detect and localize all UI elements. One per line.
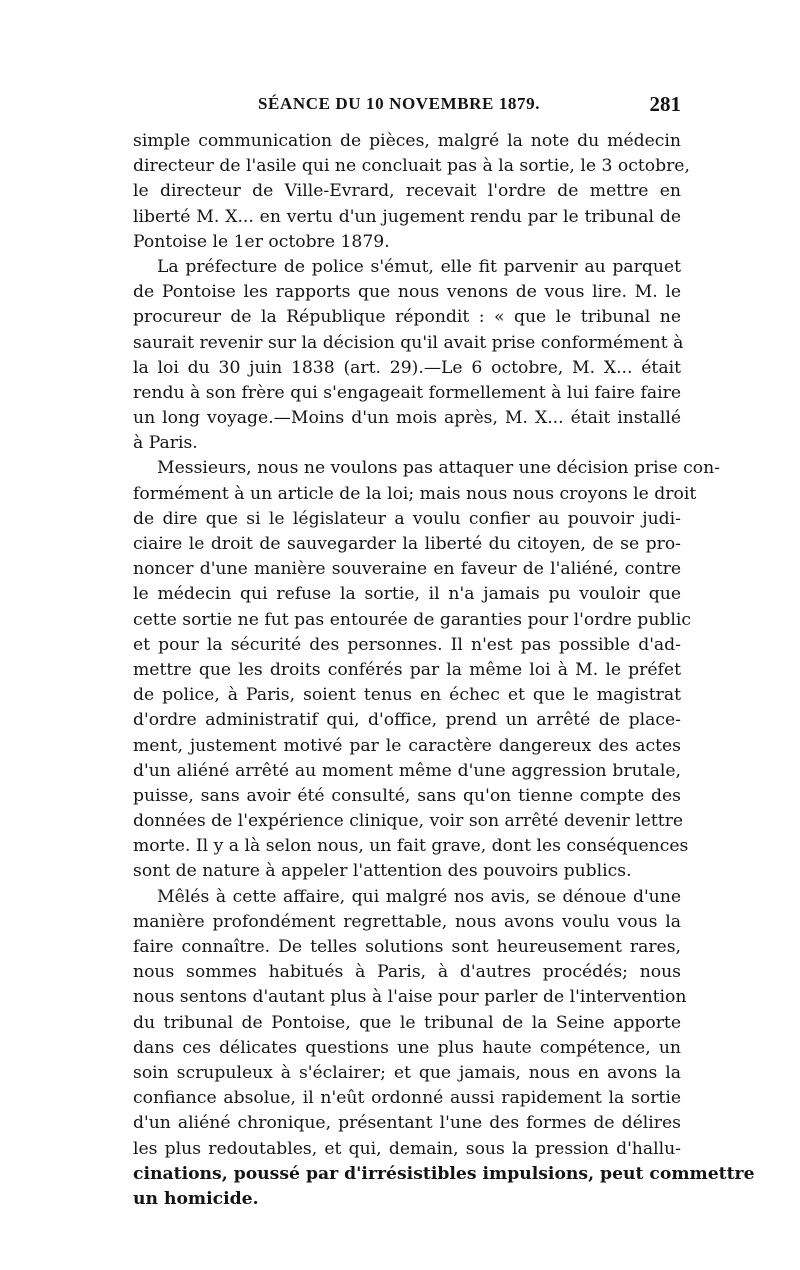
text-line: à Paris. bbox=[133, 433, 198, 454]
text-line: données de l'expérience clinique, voir son arrêté devenir lettre bbox=[133, 811, 684, 832]
text-line: ciaire le droit de sauvegarder la liberté du citoyen, de se pro- bbox=[133, 534, 681, 554]
text-line: d'un aliéné arrêté au moment même d'une aggression brutale, bbox=[133, 760, 681, 781]
text-line: simple communication de pièces, malgré la note du médecin bbox=[133, 131, 681, 151]
text-line: Messieurs, nous ne voulons pas attaquer une décision prise con- bbox=[157, 458, 720, 479]
text-line: de Pontoise les rapports que nous venons de vous lire. M. le bbox=[133, 282, 681, 303]
text-line: d'ordre administratif qui, d'office, prend un arrêté de place- bbox=[133, 710, 681, 731]
text-line: la loi du 30 juin 1838 (art. 29).—Le 6 octobre, M. X... était bbox=[133, 357, 681, 378]
text-line: noncer d'une manière souveraine en faveur de l'aliéné, contre bbox=[133, 559, 681, 580]
text-line: morte. Il y a là selon nous, un fait grave, dont les conséquences bbox=[133, 836, 689, 857]
text-line: les plus redoutables, et qui, demain, sous la pression d'hallu- bbox=[133, 1138, 681, 1159]
text-line: La préfecture de police s'émut, elle fit parvenir au parquet bbox=[157, 256, 681, 277]
body-text bbox=[133, 129, 755, 1212]
text-line: mettre que les droits conférés par la même loi à M. le préfet bbox=[133, 659, 681, 680]
text-line: le directeur de Ville-Evrard, recevait l'ordre de mettre en bbox=[133, 181, 681, 202]
text-line: rendu à son frère qui s'engageait formellement à lui faire faire bbox=[133, 382, 681, 403]
text-line: formément à un article de la loi; mais nous nous croyons le droit bbox=[133, 483, 697, 504]
text-line: un homicide. bbox=[133, 1188, 259, 1209]
text-line: Pontoise le 1er octobre 1879. bbox=[133, 231, 390, 252]
page-number: 281 bbox=[649, 92, 681, 116]
text-line: faire connaître. De telles solutions sont heureusement rares, bbox=[133, 937, 681, 957]
page-header bbox=[133, 92, 681, 122]
text-line: nous sentons d'autant plus à l'aise pour parler de l'intervention bbox=[133, 987, 687, 1008]
text-line: puisse, sans avoir été consulté, sans qu'on tienne compte des bbox=[133, 785, 681, 806]
text-line: dans ces délicates questions une plus haute compétence, un bbox=[133, 1037, 681, 1058]
text-line: cette sortie ne fut pas entourée de garanties pour l'ordre public bbox=[133, 609, 692, 630]
text-line: du tribunal de Pontoise, que le tribunal de la Seine apporte bbox=[133, 1012, 681, 1033]
running-head: SÉANCE DU 10 NOVEMBRE 1879. bbox=[258, 94, 541, 113]
text-line: cinations, poussé par d'irrésistibles impulsions, peut commettre bbox=[133, 1163, 755, 1184]
text-line: nous sommes habitués à Paris, à d'autres procédés; nous bbox=[133, 962, 681, 983]
text-line: d'un aliéné chronique, présentant l'une des formes de délires bbox=[133, 1113, 681, 1134]
text-line: et pour la sécurité des personnes. Il n'est pas possible d'ad- bbox=[133, 634, 681, 655]
text-line: procureur de la République répondit : « que le tribunal ne bbox=[133, 307, 681, 328]
text-line: confiance absolue, il n'eût ordonné aussi rapidement la sortie bbox=[133, 1088, 681, 1109]
text-line: un long voyage.—Moins d'un mois après, M. X... était installé bbox=[133, 408, 681, 429]
text-line: manière profondément regrettable, nous avons voulu vous la bbox=[133, 911, 681, 932]
text-line: soin scrupuleux à s'éclairer; et que jamais, nous en avons la bbox=[133, 1062, 681, 1083]
text-line: liberté M. X... en vertu d'un jugement rendu par le tribunal de bbox=[133, 206, 681, 227]
text-line: sont de nature à appeler l'attention des pouvoirs publics. bbox=[133, 861, 632, 882]
text-line: de police, à Paris, soient tenus en échec et que le magistrat bbox=[133, 685, 681, 706]
text-line: de dire que si le législateur a voulu confier au pouvoir judi- bbox=[133, 508, 681, 529]
text-line: le médecin qui refuse la sortie, il n'a jamais pu vouloir que bbox=[133, 584, 681, 605]
text-line: directeur de l'asile qui ne concluait pas à la sortie, le 3 octobre, bbox=[133, 156, 690, 177]
text-line: saurait revenir sur la décision qu'il avait prise conformément à bbox=[133, 332, 684, 353]
text-line: ment, justement motivé par le caractère dangereux des actes bbox=[133, 735, 681, 756]
text-line: Mêlés à cette affaire, qui malgré nos avis, se dénoue d'une bbox=[157, 886, 681, 907]
